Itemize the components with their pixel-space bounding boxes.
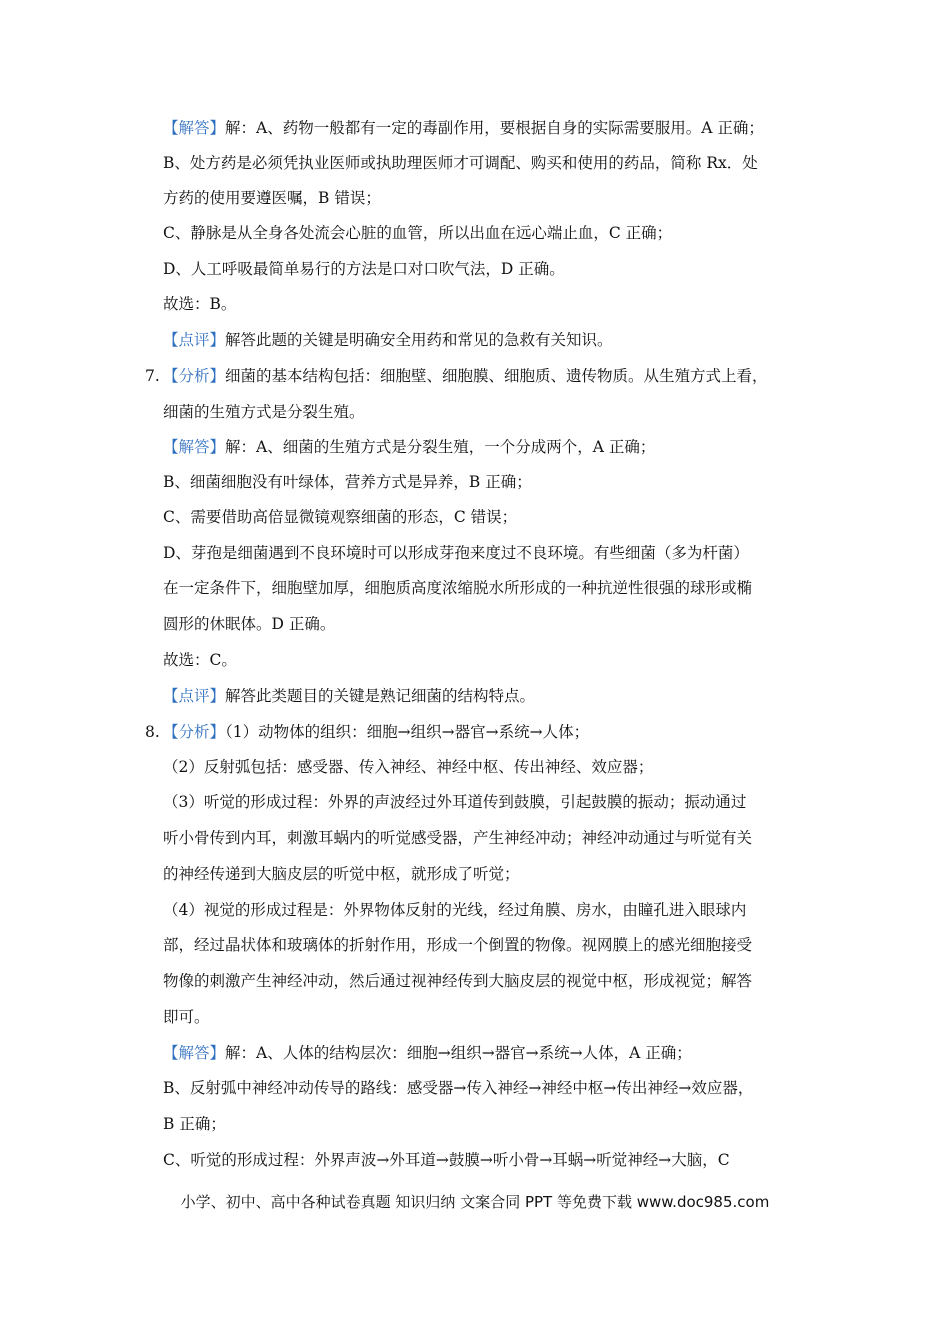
section-tag: 【点评】 <box>163 331 226 349</box>
text-line <box>163 828 752 848</box>
text-line <box>163 437 655 457</box>
text-line <box>163 650 237 670</box>
text-line <box>163 330 613 350</box>
line-text: 解：A、人体的结构层次：细胞→组织→器官→系统→人体，A 正确； <box>225 1044 692 1062</box>
text-line <box>163 1043 692 1063</box>
text-line <box>163 614 335 634</box>
line-text: 在一定条件下，细胞壁加厚，细胞质高度浓缩脱水所形成的一种抗逆性很强的球形或椭 <box>163 579 753 597</box>
line-text: C、需要借助高倍显微镜观察细菌的形态，C 错误； <box>163 508 518 526</box>
text-line <box>163 578 752 598</box>
line-text: 解：A、细菌的生殖方式是分裂生殖，一个分成两个，A 正确； <box>225 438 656 456</box>
line-text: C、听觉的形成过程：外界声波→外耳道→鼓膜→听小骨→耳蜗→听觉神经→大脑，C <box>163 1151 730 1169</box>
text-line <box>163 118 764 138</box>
line-text: 方药的使用要遵医嘱，B 错误； <box>163 189 381 207</box>
line-text: 解答此题的关键是明确安全用药和常见的急救有关知识。 <box>225 331 613 349</box>
section-tag: 【解答】 <box>163 1044 226 1062</box>
line-text: 解：A、药物一般都有一定的毒副作用，要根据自身的实际需要服用。A 正确； <box>225 119 764 137</box>
line-text: 部，经过晶状体和玻璃体的折射作用，形成一个倒置的物像。视网膜上的感光细胞接受 <box>163 936 753 954</box>
line-text: 故选：B。 <box>163 295 237 313</box>
text-line <box>163 543 749 563</box>
question-number: 8. <box>145 723 160 741</box>
text-line <box>163 1114 226 1134</box>
text-line <box>163 507 517 527</box>
text-line <box>163 223 672 243</box>
line-text: （2）反射弧包括：感受器、传入神经、神经中枢、传出神经、效应器； <box>163 758 654 776</box>
page-footer: 小学、初中、高中各种试卷真题 知识归纳 文案合同 PPT 等免费下载 www.doc985.com <box>180 1193 770 1211</box>
line-text: 细菌的生殖方式是分裂生殖。 <box>163 403 365 421</box>
text-line <box>163 402 365 422</box>
line-text: 物像的刺激产生神经冲动，然后通过视神经传到大脑皮层的视觉中枢，形成视觉；解答 <box>163 972 753 990</box>
line-text: D、芽孢是细菌遇到不良环境时可以形成芽孢来度过不良环境。有些细菌（多为杆菌） <box>163 544 749 562</box>
text-line <box>163 935 752 955</box>
line-text: D、人工呼吸最简单易行的方法是口对口吹气法，D 正确。 <box>163 260 565 278</box>
line-text: 圆形的休眠体。D 正确。 <box>163 615 336 633</box>
section-tag: 【解答】 <box>163 119 226 137</box>
text-line <box>163 757 653 777</box>
text-line <box>163 472 532 492</box>
text-line <box>145 366 768 386</box>
line-text: B、细菌细胞没有叶绿体，营养方式是异养，B 正确； <box>163 473 532 491</box>
section-tag: 【分析】 <box>163 723 226 741</box>
line-text: B、处方药是必须凭执业医师或执助理医师才可调配、购买和使用的药品，简称 Rx．处 <box>163 154 758 172</box>
text-line <box>163 686 535 706</box>
line-text: B、反射弧中神经冲动传导的路线：感受器→传入神经→神经中枢→传出神经→效应器， <box>163 1079 754 1097</box>
section-tag: 【解答】 <box>163 438 226 456</box>
line-text: 听小骨传到内耳，刺激耳蜗内的听觉感受器，产生神经冲动；神经冲动通过与听觉有关 <box>163 829 753 847</box>
line-text: C、静脉是从全身各处流会心脏的血管，所以出血在远心端止血，C 正确； <box>163 224 673 242</box>
line-text: （1）动物体的组织：细胞→组织→器官→系统→人体； <box>225 723 590 741</box>
text-line <box>163 900 746 920</box>
line-text: 解答此类题目的关键是熟记细菌的结构特点。 <box>225 687 536 705</box>
line-text: 故选：C。 <box>163 651 237 669</box>
text-line <box>145 722 590 742</box>
text-line <box>163 153 758 173</box>
text-line <box>163 294 236 314</box>
text-line <box>163 792 746 812</box>
text-line <box>163 1007 210 1027</box>
line-text: B 正确； <box>163 1115 226 1133</box>
question-number: 7. <box>145 367 160 385</box>
section-tag: 【点评】 <box>163 687 226 705</box>
text-line <box>163 971 752 991</box>
line-text: 细菌的基本结构包括：细胞壁、细胞膜、细胞质、遗传物质。从生殖方式上看， <box>225 367 768 385</box>
line-text: 即可。 <box>163 1008 210 1026</box>
line-text: （4）视觉的形成过程是：外界物体反射的光线，经过角膜、房水，由瞳孔进入眼球内 <box>163 901 747 919</box>
section-tag: 【分析】 <box>163 367 226 385</box>
line-text: 的神经传递到大脑皮层的听觉中枢，就形成了听觉； <box>163 865 520 883</box>
text-line <box>163 259 565 279</box>
text-line <box>163 1078 753 1098</box>
line-text: （3）听觉的形成过程：外界的声波经过外耳道传到鼓膜，引起鼓膜的振动；振动通过 <box>163 793 747 811</box>
text-line <box>163 864 520 884</box>
text-line <box>163 1150 730 1170</box>
text-line <box>163 188 381 208</box>
